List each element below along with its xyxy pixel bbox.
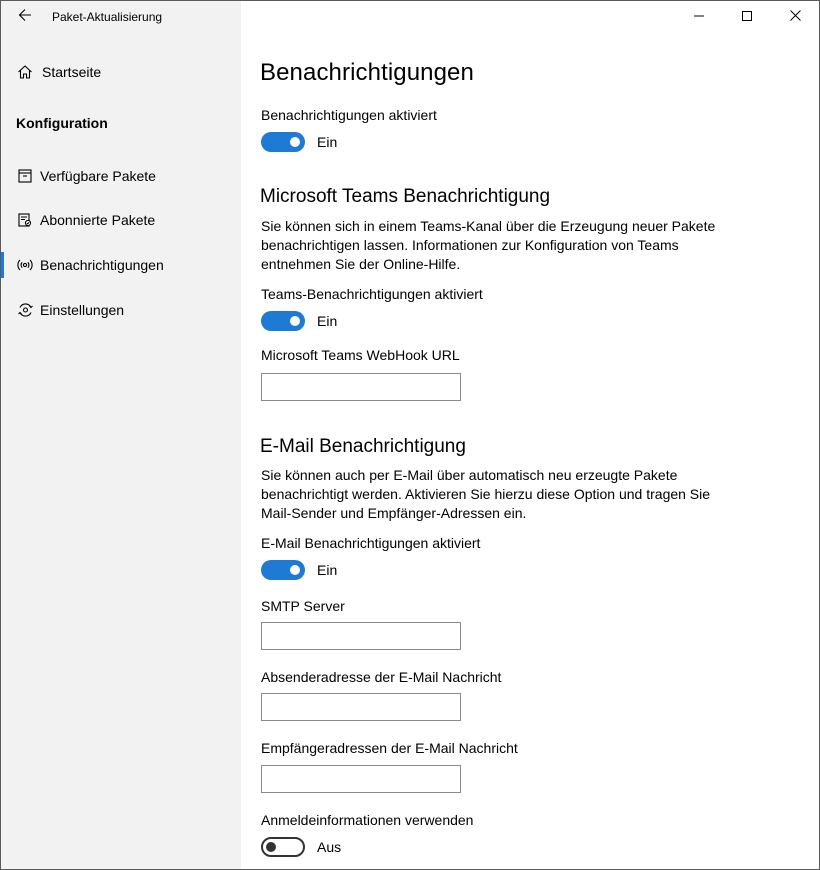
- back-button[interactable]: [9, 3, 41, 31]
- teams-toggle[interactable]: [261, 311, 305, 331]
- toggle-state-text: Aus: [317, 839, 342, 855]
- credentials-toggle[interactable]: [261, 837, 305, 857]
- subscription-icon: [17, 212, 33, 228]
- recipient-addresses-input[interactable]: [261, 765, 461, 793]
- credentials-toggle-label: Anmeldeinformationen verwenden: [261, 812, 474, 828]
- nav-item-label: Startseite: [42, 64, 102, 80]
- package-icon: [17, 168, 33, 184]
- sender-address-input[interactable]: [261, 693, 461, 721]
- webhook-url-label: Microsoft Teams WebHook URL: [261, 347, 460, 363]
- sidebar-section-heading: Konfiguration: [16, 115, 108, 131]
- email-toggle-row: [261, 560, 337, 580]
- notifications-toggle-label: Benachrichtigungen aktiviert: [261, 107, 437, 123]
- credentials-toggle-row: [261, 837, 341, 857]
- toggle-knob: [290, 565, 300, 575]
- nav-item-notifications[interactable]: [1, 245, 241, 285]
- notifications-toggle[interactable]: [261, 132, 305, 152]
- notifications-toggle-row: [261, 132, 337, 152]
- nav-item-available-packages[interactable]: [1, 156, 241, 196]
- email-toggle[interactable]: [261, 560, 305, 580]
- page-title: Benachrichtigungen: [260, 59, 474, 86]
- webhook-url-input[interactable]: [261, 373, 461, 401]
- toggle-state-text: Ein: [317, 134, 338, 150]
- toggle-knob: [266, 842, 276, 852]
- teams-description: Sie können sich in einem Teams-Kanal über die Erzeugung neuer Pakete benachrichtigen lassen. Informationen zur Konfiguration von Teams entnehmen Sie der Online-Hilfe.: [261, 218, 716, 272]
- toggle-knob: [290, 137, 300, 147]
- nav-item-label: Abonnierte Pakete: [40, 212, 156, 228]
- broadcast-icon: [17, 257, 33, 273]
- nav-item-label: Verfügbare Pakete: [40, 168, 156, 184]
- sender-address-label: Absenderadresse der E-Mail Nachricht: [261, 669, 502, 685]
- nav-item-settings[interactable]: [1, 290, 241, 330]
- nav-item-subscribed-packages[interactable]: [1, 200, 241, 240]
- nav-item-label: Benachrichtigungen: [40, 257, 164, 273]
- email-section-heading: E-Mail Benachrichtigung: [260, 436, 466, 457]
- email-toggle-label: E-Mail Benachrichtigungen aktiviert: [261, 535, 481, 551]
- app-title: Paket-Aktualisierung: [52, 10, 163, 24]
- toggle-state-text: Ein: [317, 562, 338, 578]
- nav-item-home[interactable]: [1, 52, 241, 92]
- toggle-knob: [290, 316, 300, 326]
- teams-toggle-label: Teams-Benachrichtigungen aktiviert: [261, 286, 483, 302]
- teams-section-heading: Microsoft Teams Benachrichtigung: [260, 186, 551, 207]
- toggle-state-text: Ein: [317, 313, 338, 329]
- smtp-server-label: SMTP Server: [261, 598, 345, 614]
- home-icon: [17, 64, 33, 80]
- smtp-server-input[interactable]: [261, 622, 461, 650]
- email-description: Sie können auch per E-Mail über automatisch neu erzeugte Pakete benachrichtigt werden. Aktivieren Sie hierzu diese Option und tragen Sie Mail-Sender und Empfänger-Adressen ein.: [261, 467, 711, 521]
- content-pane: [241, 1, 819, 869]
- navigation-pane: [1, 1, 241, 869]
- nav-item-label: Einstellungen: [40, 302, 125, 318]
- arrow-left-icon: [18, 8, 32, 27]
- recipient-addresses-label: Empfängeradressen der E-Mail Nachricht: [261, 740, 518, 756]
- teams-toggle-row: [261, 311, 337, 331]
- settings-icon: [17, 302, 33, 318]
